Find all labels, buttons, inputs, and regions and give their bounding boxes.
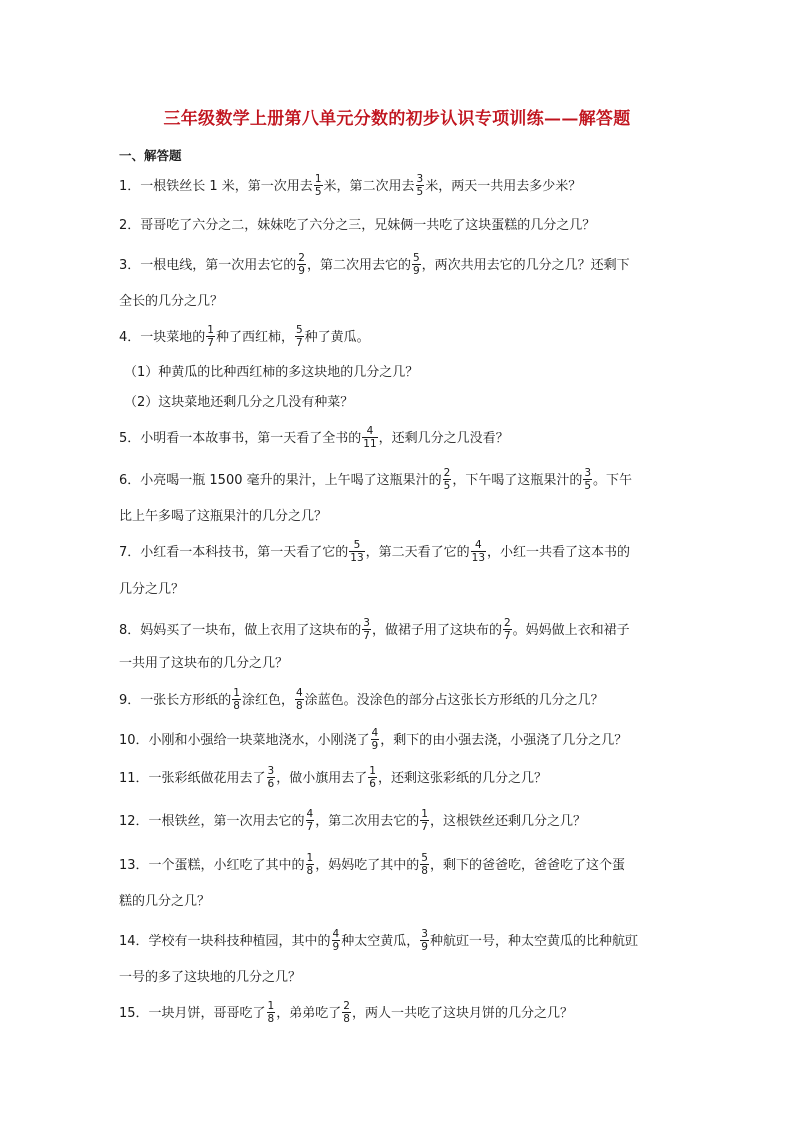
fraction-denominator: 6 bbox=[369, 778, 376, 790]
question-text: 种了黄瓜。 bbox=[304, 330, 370, 345]
fraction-denominator: 5 bbox=[314, 186, 322, 198]
question-line bbox=[124, 390, 684, 416]
fraction-denominator: 9 bbox=[298, 265, 305, 277]
question-text: 6．小亮喝一瓶 1500 毫升的果汁，上午喝了这瓶果汁的 bbox=[119, 473, 442, 488]
fraction bbox=[371, 728, 380, 752]
fraction bbox=[471, 540, 486, 564]
question-text: 5．小明看一本故事书，第一天看了全书的 bbox=[119, 431, 362, 446]
fraction bbox=[412, 253, 421, 277]
question-text: 3．一根电线，第一次用去它的 bbox=[119, 258, 297, 273]
fraction-numerator: 2 bbox=[503, 616, 511, 629]
fraction bbox=[332, 929, 341, 953]
question-text: 12．一根铁丝，第一次用去它的 bbox=[119, 814, 305, 829]
fraction bbox=[503, 618, 512, 642]
fraction-denominator: 8 bbox=[233, 700, 240, 712]
fraction bbox=[267, 1001, 276, 1025]
question-line bbox=[119, 766, 679, 792]
fraction-denominator: 13 bbox=[471, 552, 486, 564]
fraction-denominator: 13 bbox=[350, 552, 364, 564]
question-text: ，第二天看了它的 bbox=[365, 545, 470, 560]
fraction bbox=[306, 853, 315, 877]
question-text: ，小红一共看了这本书的 bbox=[487, 545, 631, 560]
fraction-numerator: 2 bbox=[298, 251, 305, 264]
fraction-numerator: 5 bbox=[295, 323, 303, 336]
fraction bbox=[583, 468, 592, 492]
fraction-denominator: 7 bbox=[421, 821, 428, 833]
fraction-denominator: 8 bbox=[267, 1013, 275, 1025]
question-line bbox=[119, 213, 679, 239]
fraction-denominator: 7 bbox=[363, 630, 370, 642]
fraction-denominator: 8 bbox=[421, 865, 428, 877]
fraction-numerator: 4 bbox=[306, 807, 314, 820]
fraction-denominator: 8 bbox=[295, 700, 303, 712]
question-text: 。下午 bbox=[593, 473, 633, 488]
question-text: 涂红色， bbox=[241, 693, 294, 708]
question-line bbox=[119, 809, 679, 835]
question-text: ，第二次用去它的 bbox=[315, 814, 420, 829]
question-text: 7．小红看一本科技书，第一天看了它的 bbox=[119, 545, 349, 560]
fraction-numerator: 1 bbox=[306, 851, 314, 864]
question-text: 。妈妈做上衣和裙子 bbox=[512, 623, 630, 638]
fraction-numerator: 4 bbox=[362, 426, 377, 439]
question-text: 11．一张彩纸做花用去了 bbox=[119, 771, 266, 786]
fraction-numerator: 4 bbox=[332, 927, 340, 940]
question-line bbox=[119, 889, 679, 915]
question-text: ，下午喝了这瓶果汁的 bbox=[452, 473, 583, 488]
fraction-denominator: 6 bbox=[267, 778, 275, 790]
fraction-numerator: 4 bbox=[471, 540, 486, 553]
question-text: 13．一个蛋糕，小红吃了其中的 bbox=[119, 858, 305, 873]
fraction-denominator: 5 bbox=[443, 480, 451, 492]
fraction-numerator: 2 bbox=[343, 999, 350, 1012]
fraction-numerator: 3 bbox=[416, 172, 424, 185]
question-line bbox=[119, 1001, 679, 1027]
fraction-denominator: 9 bbox=[371, 740, 379, 752]
fraction-denominator: 8 bbox=[306, 865, 314, 877]
question-text: 种太空黄瓜， bbox=[341, 934, 420, 949]
fraction-numerator: 3 bbox=[584, 466, 592, 479]
question-line bbox=[119, 540, 679, 566]
fraction-denominator: 5 bbox=[584, 480, 592, 492]
question-text: ，这根铁丝还剩几分之几？ bbox=[429, 814, 586, 829]
question-text: （2）这块菜地还剩几分之几没有种菜？ bbox=[124, 395, 354, 410]
fraction-numerator: 2 bbox=[443, 466, 451, 479]
question-text: （1）种黄瓜的比种西红柿的多这块地的几分之几？ bbox=[124, 365, 419, 380]
fraction bbox=[420, 929, 429, 953]
question-line bbox=[119, 618, 679, 644]
question-line bbox=[119, 504, 679, 530]
question-line bbox=[119, 577, 679, 603]
question-text: 种了西红柿， bbox=[215, 330, 294, 345]
fraction bbox=[416, 174, 425, 198]
fraction-denominator: 9 bbox=[412, 265, 420, 277]
question-line bbox=[119, 253, 679, 279]
fraction-denominator: 9 bbox=[421, 941, 428, 953]
question-text: 米，第二次用去 bbox=[323, 179, 415, 194]
question-text: 10．小刚和小强给一块菜地浇水，小刚浇了 bbox=[119, 733, 370, 748]
fraction bbox=[267, 766, 276, 790]
question-text: 全长的几分之几？ bbox=[119, 294, 224, 309]
fraction bbox=[349, 540, 364, 564]
fraction-denominator: 7 bbox=[207, 337, 214, 349]
question-text: ，剩下的由小强去浇，小强浇了几分之几？ bbox=[380, 733, 628, 748]
question-text: ，做裙子用了这块布的 bbox=[371, 623, 502, 638]
fraction-numerator: 1 bbox=[421, 807, 428, 820]
fraction bbox=[297, 253, 306, 277]
question-text: ，妈妈吃了其中的 bbox=[315, 858, 420, 873]
question-line bbox=[119, 853, 679, 879]
question-text: ，做小旗用去了 bbox=[276, 771, 368, 786]
fraction-denominator: 8 bbox=[343, 1013, 350, 1025]
fraction bbox=[420, 853, 429, 877]
fraction bbox=[362, 618, 371, 642]
question-text: ，第二次用去它的 bbox=[306, 258, 411, 273]
question-line bbox=[119, 929, 679, 955]
fraction-numerator: 4 bbox=[295, 686, 303, 699]
fraction-numerator: 1 bbox=[207, 323, 214, 336]
question-text: 比上午多喝了这瓶果汁的几分之几？ bbox=[119, 509, 328, 524]
question-text: 糕的几分之几？ bbox=[119, 894, 211, 909]
question-text: 一共用了这块布的几分之几？ bbox=[119, 656, 289, 671]
section-heading: 一、解答题 bbox=[119, 148, 182, 163]
fraction-numerator: 5 bbox=[412, 251, 420, 264]
page-title: 三年级数学上册第八单元分数的初步认识专项训练——解答题 bbox=[163, 109, 631, 129]
question-line bbox=[119, 426, 679, 452]
question-text: 几分之几？ bbox=[119, 582, 185, 597]
question-text: 涂蓝色。没涂色的部分占这张长方形纸的几分之几？ bbox=[304, 693, 604, 708]
fraction bbox=[295, 325, 304, 349]
question-text: ，还剩几分之几没看？ bbox=[378, 431, 509, 446]
fraction-numerator: 1 bbox=[369, 764, 376, 777]
fraction-numerator: 1 bbox=[233, 686, 240, 699]
question-line bbox=[119, 728, 679, 754]
question-text: 15．一块月饼，哥哥吃了 bbox=[119, 1006, 266, 1021]
fraction-denominator: 11 bbox=[363, 438, 377, 450]
question-text: 8．妈妈买了一块布，做上衣用了这块布的 bbox=[119, 623, 362, 638]
question-line bbox=[124, 360, 684, 386]
question-line bbox=[119, 289, 679, 315]
question-text: ，还剩这张彩纸的几分之几？ bbox=[377, 771, 547, 786]
fraction-numerator: 3 bbox=[267, 764, 275, 777]
fraction bbox=[368, 766, 377, 790]
question-line bbox=[119, 174, 679, 200]
fraction-denominator: 5 bbox=[416, 186, 424, 198]
question-text: ，弟弟吃了 bbox=[276, 1006, 342, 1021]
question-text: 1．一根铁丝长 1 米，第一次用去 bbox=[119, 179, 313, 194]
question-line bbox=[119, 965, 679, 991]
fraction bbox=[443, 468, 452, 492]
question-text: 14．学校有一块科技种植园，其中的 bbox=[119, 934, 331, 949]
question-text: 种航豇一号，种太空黄瓜的比种航豇 bbox=[429, 934, 638, 949]
fraction bbox=[232, 688, 241, 712]
fraction bbox=[362, 426, 377, 450]
fraction bbox=[206, 325, 215, 349]
fraction-denominator: 7 bbox=[306, 821, 314, 833]
fraction bbox=[295, 688, 304, 712]
question-text: 4．一块菜地的 bbox=[119, 330, 206, 345]
question-text: ，两次共用去它的几分之几？还剩下 bbox=[421, 258, 630, 273]
question-line bbox=[119, 651, 679, 677]
fraction bbox=[314, 174, 323, 198]
fraction-numerator: 1 bbox=[314, 172, 322, 185]
fraction-denominator: 7 bbox=[503, 630, 511, 642]
fraction bbox=[306, 809, 315, 833]
fraction-numerator: 3 bbox=[421, 927, 428, 940]
fraction bbox=[420, 809, 429, 833]
fraction-numerator: 5 bbox=[421, 851, 428, 864]
fraction-numerator: 1 bbox=[267, 999, 275, 1012]
question-line bbox=[119, 325, 679, 351]
question-text: 9．一张长方形纸的 bbox=[119, 693, 232, 708]
question-text: ，剩下的爸爸吃，爸爸吃了这个蛋 bbox=[429, 858, 625, 873]
question-text: 米，两天一共用去多少米？ bbox=[425, 179, 582, 194]
fraction-numerator: 5 bbox=[349, 540, 364, 553]
fraction-numerator: 4 bbox=[371, 726, 379, 739]
question-text: 一号的多了这块地的几分之几？ bbox=[119, 970, 302, 985]
fraction bbox=[342, 1001, 351, 1025]
fraction-numerator: 3 bbox=[363, 616, 370, 629]
question-line bbox=[119, 688, 679, 714]
question-line bbox=[119, 468, 679, 494]
question-text: ，两人一共吃了这块月饼的几分之几？ bbox=[351, 1006, 573, 1021]
question-text: 2．哥哥吃了六分之二，妹妹吃了六分之三，兄妹俩一共吃了这块蛋糕的几分之几？ bbox=[119, 218, 596, 233]
fraction-denominator: 9 bbox=[332, 941, 340, 953]
fraction-denominator: 7 bbox=[295, 337, 303, 349]
